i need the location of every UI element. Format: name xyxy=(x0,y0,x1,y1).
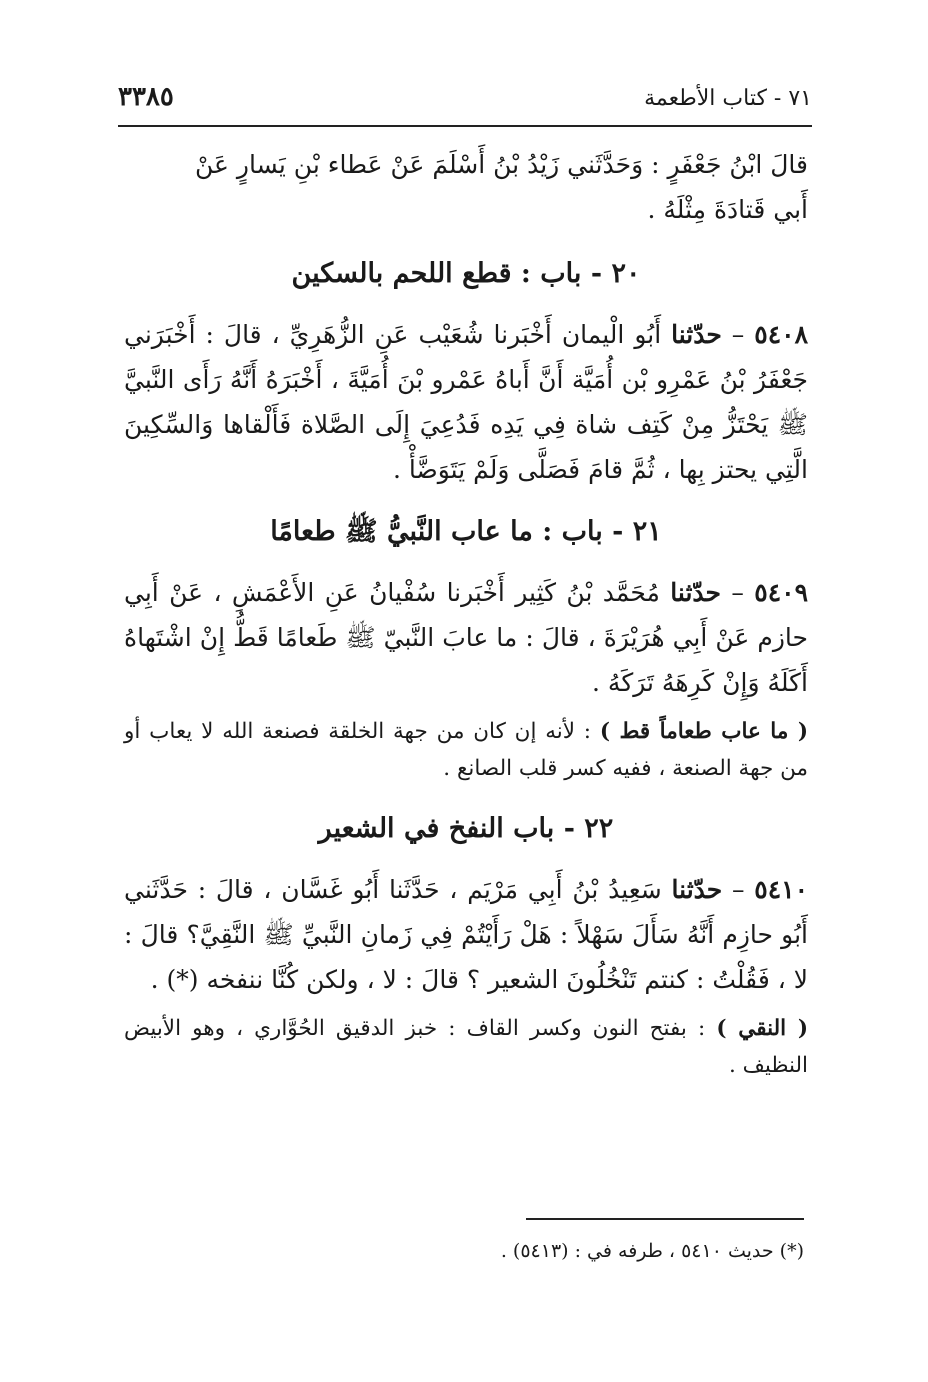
chapter-title: ٧١ - كتاب الأطعمة xyxy=(644,86,812,111)
note-term: ( ما عاب طعاماً قط ) xyxy=(599,719,809,744)
top-paragraph xyxy=(124,142,808,232)
haddathana-word: حدّثنا xyxy=(670,578,721,607)
commentary-note-21 xyxy=(124,713,808,787)
hadith-5409 xyxy=(124,570,808,705)
hadith-number: ٥٤٠٩ xyxy=(754,578,808,607)
hadith-text: سَعِيدُ بْنُ أَبِي مَرْيَم ، حَدَّثَنا أَبُو غَسَّان ، قالَ : حَدَّثَني أَبُو حازِم أَنَّهُ سَأَلَ سَهْلاً : هَلْ رَأَيْتُمْ فِي زَمانِ النَّبيِّ ﷺ النَّقِيَّ؟ قالَ : لا ، فَقُلْتُ : كنتم تَنْخُلُونَ الشعير ؟ قالَ : لا ، ولكن كُنَّا ننفخه (*) . xyxy=(124,875,808,994)
page-number: ٣٣٨٥ xyxy=(118,82,174,112)
hadith-dash: – xyxy=(721,320,755,349)
top-paragraph-line2: أَبي قَتادَةَ مِثْلَهُ . xyxy=(647,195,808,224)
page-body xyxy=(124,138,808,1084)
note-text: : لأنه إن كان من جهة الخلقة فصنعة الله لا يعاب أو من جهة الصنعة ، ففيه كسر قلب الصانع . xyxy=(124,719,808,781)
haddathana-word: حدّثنا xyxy=(671,875,723,904)
note-term: ( النقي ) xyxy=(716,1016,809,1041)
hadith-text: مُحَمَّد بْنُ كَثِير أَخْبَرنا سُفْيانُ عَنِ الأَعْمَشِ ، عَنْ أَبِي حازم عَنْ أَبِي هُرَيْرَةَ ، قالَ : ما عابَ النَّبيّ ﷺ طَعامًا قَطُّ إِنْ اشْتَهاهُ أَكَلَهُ وَإِنْ كَرِهَهُ تَرَكَهُ . xyxy=(124,578,808,697)
footnote-rule xyxy=(526,1218,804,1220)
hadith-dash: – xyxy=(722,875,755,904)
hadith-5408 xyxy=(124,312,808,492)
section-heading-21: ٢١ - باب : ما عاب النَّبيُّ ﷺ طعامًا xyxy=(270,516,662,547)
note-text: : بفتح النون وكسر القاف : خبز الدقيق الحُوَّاري ، وهو الأبيض النظيف . xyxy=(124,1016,808,1078)
section-heading-20: ٢٠ - باب : قطع اللحم بالسكين xyxy=(291,258,641,289)
running-head xyxy=(118,82,812,122)
haddathana-word: حدّثنا xyxy=(671,320,722,349)
section-heading-22: ٢٢ - باب النفخ في الشعير xyxy=(318,813,614,844)
hadith-text: أَبُو الْيمان أَخْبَرنا شُعَيْب عَنِ الزُّهَرِيِّ ، قالَ : أَخْبَرَني جَعْفَرُ بْنُ عَمْرِو بْن أُمَيَّة أَنَّ أَباهُ عَمْرو بْنَ أُمَيَّةَ ، أَخْبَرَهُ أَنَّهُ رَأَى النَّبيَّ ﷺ يَحْتَزُّ مِنْ كَتِف شاة فِي يَدِه فَدُعِيَ إِلَى الصَّلاة فَأَلْقاها وَالسِّكِينَ الَّتِي يحتز بِها ، ثُمَّ قامَ فَصَلَّى وَلَمْ يَتَوَضَّأْ . xyxy=(124,320,808,484)
hadith-number: ٥٤١٠ xyxy=(754,875,808,904)
hadith-5410 xyxy=(124,867,808,1002)
header-rule xyxy=(118,125,812,127)
hadith-number: ٥٤٠٨ xyxy=(754,320,808,349)
footnote: (*) حديث ٥٤١٠ ، طرفه في : (٥٤١٣) . xyxy=(500,1240,804,1262)
top-paragraph-line1: قالَ ابْنُ جَعْفَرٍ : وَحَدَّثَني زَيْدُ بْنُ أَسْلَمَ عَنْ عَطاء بْنِ يَسارٍ عَنْ xyxy=(195,150,808,179)
commentary-note-22 xyxy=(124,1010,808,1084)
hadith-dash: – xyxy=(721,578,755,607)
